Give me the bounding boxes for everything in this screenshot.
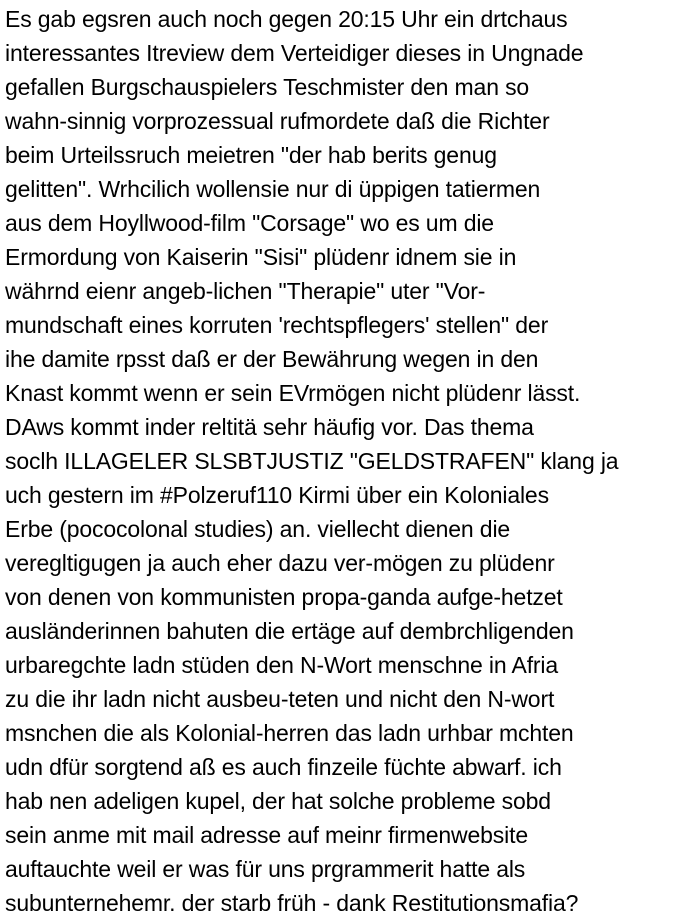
text-line: veregltigugen ja auch eher dazu ver-mögen zu plüdenr: [5, 550, 555, 576]
text-line: gefallen Burgschauspielers Teschmister den man so: [5, 74, 530, 100]
text-line: hab nen adeligen kupel, der hat solche probleme sobd: [5, 788, 551, 814]
text-line: uch gestern im #Polzeruf110 Kirmi über ein Koloniales: [5, 482, 549, 508]
text-line: interessantes Itreview dem Verteidiger dieses in Ungnade: [5, 40, 584, 66]
text-line: sein anme mit mail adresse auf meinr firmenwebsite: [5, 822, 528, 848]
text-line: beim Urteilssruch meietren "der hab berits genug: [5, 142, 497, 168]
text-line: ihe damite rpsst daß er der Bewährung wegen in den: [5, 346, 539, 372]
text-line: DAws kommt inder reltitä sehr häufig vor. Das thema: [5, 414, 534, 440]
body-text: [5, 2, 618, 920]
text-line: aus dem Hoyllwood-film "Corsage" wo es um die: [5, 210, 494, 236]
text-line: auftauchte weil er was für uns prgrammerit hatte als: [5, 856, 526, 882]
text-line: von denen von kommunisten propa-ganda aufge-hetzet: [5, 584, 563, 610]
text-line: udn dfür sorgtend aß es auch finzeile füchte abwarf. ich: [5, 754, 562, 780]
text-line: gelitten". Wrhcilich wollensie nur di üppigen tatiermen: [5, 176, 541, 202]
text-line: Es gab egsren auch noch gegen 20:15 Uhr ein drtchaus: [5, 6, 568, 32]
text-line: mundschaft eines korruten 'rechtspflegers' stellen" der: [5, 312, 549, 338]
text-line: urbaregchte ladn stüden den N-Wort menschne in Afria: [5, 652, 559, 678]
text-line: ausländerinnen bahuten die ertäge auf dembrchligenden: [5, 618, 574, 644]
text-line: zu die ihr ladn nicht ausbeu-teten und nicht den N-wort: [5, 686, 555, 712]
text-line: soclh ILLAGELER SLSBTJUSTIZ "GELDSTRAFEN" klang ja: [5, 448, 619, 474]
text-line: msnchen die als Kolonial-herren das ladn urhbar mchten: [5, 720, 574, 746]
text-line: Erbe (pococolonal studies) an. viellecht dienen die: [5, 516, 511, 542]
text-line: subunternehemr. der starb früh - dank Restitutionsmafia?: [5, 890, 579, 916]
text-line: währnd eienr angeb-lichen "Therapie" uter "Vor-: [5, 278, 486, 304]
text-line: Knast kommt wenn er sein EVrmögen nicht plüdenr lässt.: [5, 380, 581, 406]
text-line: Ermordung von Kaiserin "Sisi" plüdenr idnem sie in: [5, 244, 517, 270]
text-line: wahn-sinnig vorprozessual rufmordete daß die Richter: [5, 108, 550, 134]
